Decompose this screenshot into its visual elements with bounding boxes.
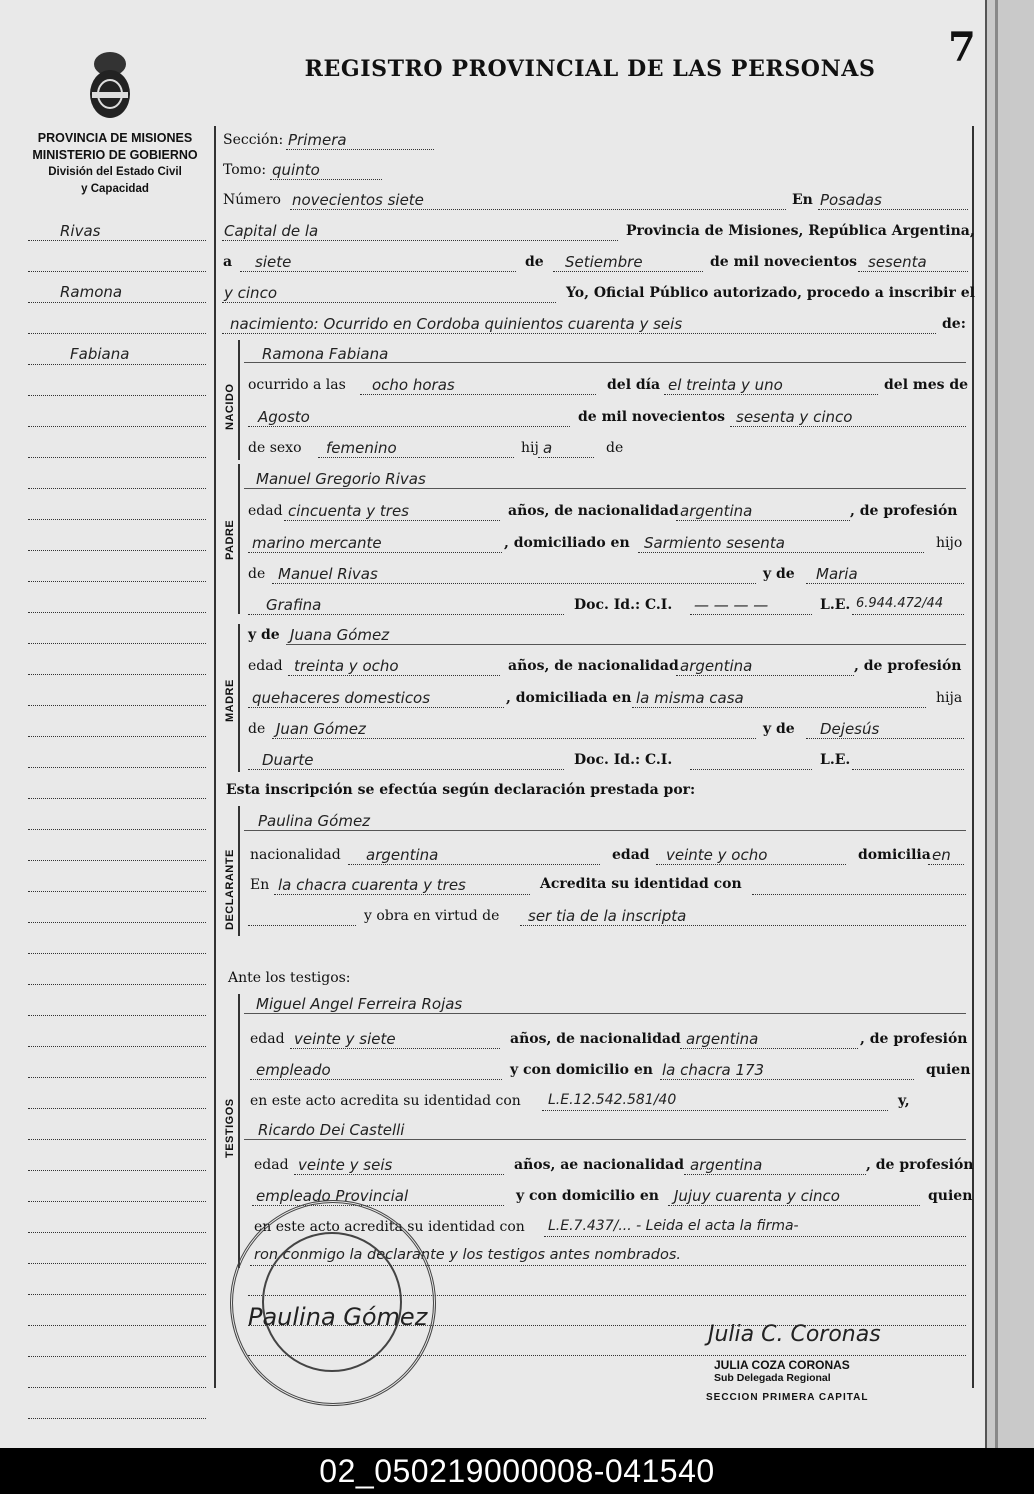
seccion-value: Primera xyxy=(288,131,347,149)
official-signature: Julia C. Coronas xyxy=(708,1322,881,1347)
sidebar-dotted-line xyxy=(28,953,206,954)
madre-prof-value: quehaceres domesticos xyxy=(252,689,431,707)
mes-value: Setiembre xyxy=(565,253,643,271)
padre-y-de-label: y de xyxy=(763,566,795,582)
nacido-frame xyxy=(238,340,240,460)
provincia-label: Provincia de Misiones, República Argentina, xyxy=(626,223,975,239)
seccion-label: Sección: xyxy=(223,132,284,148)
decl-obra-label: y obra en virtud de xyxy=(364,908,500,924)
sidebar-dotted-line xyxy=(28,1418,206,1419)
ministry-label: MINISTERIO DE GOBIERNO xyxy=(32,148,198,162)
test2-dom-value: Jujuy cuarenta y cinco xyxy=(674,1187,840,1205)
sidebar-dotted-line xyxy=(28,1170,206,1171)
test2-nac-value: argentina xyxy=(690,1156,763,1174)
en-label: En xyxy=(792,192,813,208)
sidebar-dotted-line xyxy=(28,1046,206,1047)
del-mes-label: del mes de xyxy=(884,377,969,393)
padre-prof-value: marino mercante xyxy=(252,534,382,552)
sidebar-dotted-line xyxy=(28,519,206,520)
test1-nombre-value: Miguel Angel Ferreira Rojas xyxy=(256,995,463,1013)
decl-dom2-value: la chacra cuarenta y tres xyxy=(278,876,466,894)
declarante-frame xyxy=(238,806,240,936)
en-value: Posadas xyxy=(820,191,882,209)
page-edge-line xyxy=(995,0,998,1448)
sidebar-dotted-line xyxy=(28,1201,206,1202)
nacido-side-label: NACIDO xyxy=(224,383,236,430)
sidebar-dotted-line xyxy=(28,891,206,892)
test1-prof-value: empleado xyxy=(256,1061,331,1079)
page-title: REGISTRO PROVINCIAL DE LAS PERSONAS xyxy=(304,56,876,82)
padre-edad-label: edad xyxy=(248,503,283,519)
test1-dom-label: y con domicilio en xyxy=(510,1062,653,1078)
division-label-2: y Capacidad xyxy=(81,183,149,195)
mes-nac-value: Agosto xyxy=(258,408,310,426)
sidebar-name-1: Ramona xyxy=(60,283,123,301)
sexo-value: femenino xyxy=(326,439,397,457)
madre-edad-label: edad xyxy=(248,658,283,674)
official-section: SECCION PRIMERA CAPITAL xyxy=(706,1392,869,1403)
madre-prof-label: , de profesión xyxy=(854,658,962,674)
dia-nac-value: el treinta y uno xyxy=(668,376,783,394)
de-colon-label: de: xyxy=(942,316,966,332)
padre-frame xyxy=(238,464,240,614)
test2-nombre-value: Ricardo Dei Castelli xyxy=(258,1121,405,1139)
sidebar-dotted-line xyxy=(28,736,206,737)
padre-y-de-value: Maria xyxy=(816,565,858,583)
sidebar-dotted-line xyxy=(28,1232,206,1233)
ante-label: Ante los testigos: xyxy=(228,970,351,986)
division-label: División del Estado Civil xyxy=(48,166,182,178)
yo-oficial-label: Yo, Oficial Público autorizado, procedo a inscribir el xyxy=(566,285,975,301)
test1-quien-label: quien xyxy=(926,1062,971,1078)
padre-nombre-value: Manuel Gregorio Rivas xyxy=(256,470,426,488)
document-id-footer: 02_050219000008-041540 xyxy=(0,1448,1034,1494)
madre-doc-label: Doc. Id.: C.I. xyxy=(574,752,673,768)
a-label: a xyxy=(223,254,233,270)
test2-anos-label: años, ae nacionalidad xyxy=(514,1157,685,1173)
sidebar-dotted-line xyxy=(28,829,206,830)
hija-suffix-value: a xyxy=(543,439,553,457)
test2-edad-value: veinte y seis xyxy=(298,1156,393,1174)
sidebar-dotted-line xyxy=(28,1139,206,1140)
sidebar-dotted-line xyxy=(28,1356,206,1357)
test2-prof-value: empleado Provincial xyxy=(256,1187,409,1205)
test2-quien-label: quien xyxy=(928,1188,973,1204)
testigos-side-label: TESTIGOS xyxy=(224,1098,236,1158)
capital-value: Capital de la xyxy=(224,222,319,240)
madre-anos-label: años, de nacionalidad xyxy=(508,658,679,674)
decl-edad-value: veinte y ocho xyxy=(666,846,768,864)
padre-de-label: de xyxy=(248,566,266,582)
sidebar-dotted-line xyxy=(28,364,206,365)
test2-edad-label: edad xyxy=(254,1157,289,1173)
padre-anos-label: años, de nacionalidad xyxy=(508,503,679,519)
test2-dom-label: y con domicilio en xyxy=(516,1188,659,1204)
test1-edad-label: edad xyxy=(250,1031,285,1047)
sidebar-dotted-line xyxy=(28,550,206,551)
test1-y-label: y, xyxy=(898,1093,910,1109)
test2-prof-label: , de profesión xyxy=(866,1157,974,1173)
page-edge xyxy=(985,0,1034,1448)
page-number: 7 xyxy=(948,24,976,71)
madre-y-de-label: y de xyxy=(763,721,795,737)
decl-edad-label: edad xyxy=(612,847,650,863)
decl-acredita-label: Acredita su identidad con xyxy=(540,876,742,892)
sidebar-dotted-line xyxy=(28,1263,206,1264)
inscripcion-label: Esta inscripción se efectúa según declaración prestada por: xyxy=(226,782,696,798)
decl-nac-value: argentina xyxy=(366,846,439,864)
sidebar-dotted-line xyxy=(28,1015,206,1016)
sidebar-dotted-line xyxy=(28,612,206,613)
madre-edad-value: treinta y ocho xyxy=(294,657,399,675)
decl-en-label: En xyxy=(250,877,270,893)
madre-side-label: MADRE xyxy=(224,679,236,722)
numero-label: Número xyxy=(223,192,281,208)
de-label: de xyxy=(525,254,544,270)
test1-doc-value: L.E.12.542.581/40 xyxy=(548,1092,677,1108)
acto-value: nacimiento: Ocurrido en Cordoba quinientos cuarenta y seis xyxy=(230,315,683,333)
padre-nac-value: argentina xyxy=(680,502,753,520)
madre-frame xyxy=(238,624,240,772)
sidebar-dotted-line xyxy=(28,1325,206,1326)
padre-side-label: PADRE xyxy=(224,519,236,560)
test1-anos-label: años, de nacionalidad xyxy=(510,1031,681,1047)
de-sexo-label: de sexo xyxy=(248,440,302,456)
sidebar-dotted-line xyxy=(28,581,206,582)
sidebar-dotted-line xyxy=(28,1108,206,1109)
decl-dom-value: en xyxy=(932,846,951,864)
test1-nac-value: argentina xyxy=(686,1030,759,1048)
hijo-label: hijo xyxy=(936,535,963,551)
madre-y-de-top-label: y de xyxy=(248,627,280,643)
sidebar-name-2: Fabiana xyxy=(70,345,130,363)
official-title: Sub Delegada Regional xyxy=(714,1372,831,1384)
sidebar-dotted-line xyxy=(28,767,206,768)
decl-nombre-value: Paulina Gómez xyxy=(258,812,371,830)
de-mil-label: de mil novecientos xyxy=(710,254,858,270)
padre-dom-value: Sarmiento sesenta xyxy=(644,534,785,552)
decl-nac-label: nacionalidad xyxy=(250,847,341,863)
coat-of-arms-icon xyxy=(82,42,138,122)
sidebar-dotted-line xyxy=(28,240,206,241)
padre-le-value: 6.944.472/44 xyxy=(856,596,944,611)
numero-value: novecientos siete xyxy=(292,191,424,209)
test2-acredita-label: en este acto acredita su identidad con xyxy=(254,1219,525,1235)
madre-de-label: de xyxy=(248,721,266,737)
sidebar-dotted-line xyxy=(28,984,206,985)
sidebar-dotted-line xyxy=(28,1077,206,1078)
frame-left-line xyxy=(214,126,216,1388)
test2-doc-value: L.E.7.437/... - Leida el acta la firma- xyxy=(548,1218,799,1234)
padre-edad-value: cincuenta y tres xyxy=(288,502,409,520)
issuer-header xyxy=(22,130,208,198)
padre-prof-label: , de profesión xyxy=(850,503,958,519)
de-mil-nac-label: de mil novecientos xyxy=(578,409,726,425)
madre-nombre-value: Juana Gómez xyxy=(290,626,390,644)
padre-doc-label: Doc. Id.: C.I. xyxy=(574,597,673,613)
padre-dom-label: , domiciliado en xyxy=(504,535,630,551)
official-name: JULIA COZA CORONAS xyxy=(714,1358,850,1372)
padre-ci-value: — — — — xyxy=(694,596,769,614)
tomo-label: Tomo: xyxy=(223,162,267,178)
sidebar-dotted-line xyxy=(28,488,206,489)
padre-y-de-value-2: Grafina xyxy=(266,596,322,614)
sidebar-dotted-line xyxy=(28,302,206,303)
madre-y-de-value-2: Duarte xyxy=(262,751,314,769)
madre-de-value: Juan Gómez xyxy=(276,720,366,738)
hija-label: hija xyxy=(936,690,963,706)
declarante-side-label: DECLARANTE xyxy=(224,849,236,930)
test1-prof-label: , de profesión xyxy=(860,1031,968,1047)
decl-domicilia-label: domicilia xyxy=(858,847,931,863)
province-label: PROVINCIA DE MISIONES xyxy=(37,131,193,145)
sidebar-dotted-line xyxy=(28,426,206,427)
decl-obra-value: ser tia de la inscripta xyxy=(528,907,687,925)
hora-value: ocho horas xyxy=(372,376,455,394)
sidebar-dotted-line xyxy=(28,271,206,272)
padre-le-label: L.E. xyxy=(820,597,851,613)
ocurrido-label: ocurrido a las xyxy=(248,377,346,393)
sidebar-dotted-line xyxy=(28,1294,206,1295)
madre-dom-value: la misma casa xyxy=(636,689,744,707)
ano2-value: y cinco xyxy=(224,284,277,302)
sidebar-dotted-line xyxy=(28,860,206,861)
sidebar-dotted-line xyxy=(28,457,206,458)
sidebar-dotted-line xyxy=(28,798,206,799)
de-nac-label: de xyxy=(606,440,624,456)
sidebar-dotted-line xyxy=(28,922,206,923)
ano1-value: sesenta xyxy=(868,253,927,271)
ano-nac-value: sesenta y cinco xyxy=(736,408,853,426)
sidebar-dotted-line xyxy=(28,333,206,334)
sidebar-dotted-line xyxy=(28,1387,206,1388)
sidebar-dotted-line xyxy=(28,705,206,706)
test1-acredita-label: en este acto acredita su identidad con xyxy=(250,1093,521,1109)
official-seal-inner xyxy=(262,1232,402,1372)
sidebar-surname: Rivas xyxy=(60,222,101,240)
testigos-frame xyxy=(238,994,240,1268)
padre-de-value: Manuel Rivas xyxy=(278,565,378,583)
madre-le-label: L.E. xyxy=(820,752,851,768)
madre-y-de-value: Dejesús xyxy=(820,720,880,738)
nacido-nombre-value: Ramona Fabiana xyxy=(262,345,389,363)
madre-dom-label: , domiciliada en xyxy=(506,690,632,706)
closing-value: ron conmigo la declarante y los testigos antes nombrados. xyxy=(254,1247,681,1263)
test1-dom-value: la chacra 173 xyxy=(662,1061,765,1079)
sidebar-dotted-line xyxy=(28,395,206,396)
declarante-signature: Paulina Gómez xyxy=(248,1303,428,1331)
sidebar-dotted-line xyxy=(28,643,206,644)
hij-label: hij xyxy=(521,440,539,456)
dia-value: siete xyxy=(255,253,292,271)
madre-nac-value: argentina xyxy=(680,657,753,675)
sidebar-dotted-line xyxy=(28,674,206,675)
test1-edad-value: veinte y siete xyxy=(294,1030,396,1048)
tomo-value: quinto xyxy=(272,161,320,179)
del-dia-label: del día xyxy=(607,377,661,393)
